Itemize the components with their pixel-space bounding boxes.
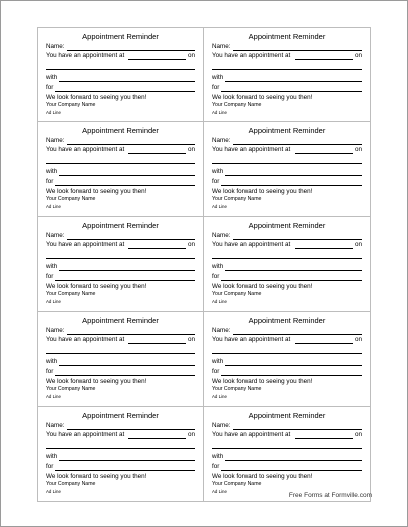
card-title: Appointment Reminder (248, 126, 326, 135)
with-field[interactable] (59, 359, 195, 366)
closing-text: We look forward to seeing you then! (212, 473, 313, 480)
name-field[interactable] (67, 138, 195, 145)
for-field[interactable] (221, 179, 362, 186)
time-field[interactable] (128, 337, 186, 344)
time-field[interactable] (295, 432, 353, 439)
appointment-row (46, 431, 195, 439)
with-label: with (212, 358, 224, 365)
ad-line: Ad Line (46, 394, 61, 399)
appointment-row (46, 336, 195, 344)
date-row (46, 62, 195, 70)
for-field[interactable] (221, 464, 362, 471)
reminder-card (37, 27, 204, 122)
date-row (212, 441, 362, 449)
reminder-card (37, 407, 204, 502)
for-label: for (212, 273, 220, 280)
name-label: Name: (46, 137, 65, 144)
with-row (212, 168, 362, 176)
time-field[interactable] (295, 53, 353, 60)
name-row (46, 137, 195, 145)
with-field[interactable] (225, 359, 362, 366)
for-row (212, 368, 362, 376)
name-row (46, 327, 195, 335)
for-label: for (46, 84, 54, 91)
for-label: for (212, 463, 220, 470)
with-field[interactable] (225, 264, 362, 271)
for-field[interactable] (55, 274, 195, 281)
appointment-label: You have an appointment at (212, 146, 291, 153)
on-label: on (187, 336, 195, 343)
with-row (212, 453, 362, 461)
for-field[interactable] (221, 85, 362, 92)
time-field[interactable] (128, 432, 186, 439)
on-label: on (187, 52, 195, 59)
name-label: Name: (46, 327, 65, 334)
date-row (46, 156, 195, 164)
closing-text: We look forward to seeing you then! (212, 283, 313, 290)
closing-text: We look forward to seeing you then! (46, 378, 147, 385)
time-field[interactable] (128, 147, 186, 154)
for-label: for (212, 84, 220, 91)
with-row (212, 263, 362, 271)
closing-text: We look forward to seeing you then! (46, 473, 147, 480)
appointment-label: You have an appointment at (212, 336, 291, 343)
card-title: Appointment Reminder (82, 411, 159, 420)
appointment-label: You have an appointment at (46, 336, 125, 343)
date-field[interactable] (212, 252, 362, 259)
reminder-card (204, 312, 371, 407)
with-field[interactable] (225, 75, 362, 82)
date-row (46, 346, 195, 354)
closing-text: We look forward to seeing you then! (212, 188, 313, 195)
ad-line: Ad Line (212, 489, 227, 494)
time-field[interactable] (295, 337, 353, 344)
date-row (212, 156, 362, 164)
company-name: Your Company Name (46, 196, 96, 202)
ad-line: Ad Line (46, 489, 61, 494)
name-label: Name: (212, 137, 231, 144)
name-field[interactable] (67, 423, 195, 430)
ad-line: Ad Line (46, 110, 61, 115)
date-field[interactable] (212, 157, 362, 164)
appointment-label: You have an appointment at (46, 431, 125, 438)
card-title: Appointment Reminder (82, 316, 159, 325)
time-field[interactable] (295, 147, 353, 154)
date-row (46, 251, 195, 259)
name-label: Name: (46, 43, 65, 50)
appointment-row (212, 146, 362, 154)
card-title: Appointment Reminder (248, 316, 326, 325)
on-label: on (354, 336, 362, 343)
with-label: with (46, 168, 58, 175)
time-field[interactable] (128, 53, 186, 60)
date-field[interactable] (46, 347, 195, 354)
for-label: for (46, 463, 54, 470)
on-label: on (187, 431, 195, 438)
name-field[interactable] (233, 233, 362, 240)
ad-line: Ad Line (212, 110, 227, 115)
ad-line: Ad Line (46, 204, 61, 209)
appointment-row (46, 52, 195, 60)
with-row (46, 168, 195, 176)
name-field[interactable] (233, 138, 362, 145)
name-row (212, 327, 362, 335)
for-label: for (46, 368, 54, 375)
name-row (46, 43, 195, 51)
ad-line: Ad Line (46, 299, 61, 304)
for-label: for (46, 273, 54, 280)
with-row (212, 358, 362, 366)
appointment-row (212, 336, 362, 344)
name-field[interactable] (233, 423, 362, 430)
name-label: Name: (212, 422, 231, 429)
with-label: with (46, 74, 58, 81)
name-label: Name: (46, 422, 65, 429)
ad-line: Ad Line (212, 204, 227, 209)
appointment-row (212, 52, 362, 60)
for-field[interactable] (55, 464, 195, 471)
for-field[interactable] (221, 369, 362, 376)
company-name: Your Company Name (212, 386, 262, 392)
for-field[interactable] (221, 274, 362, 281)
reminder-card (204, 407, 371, 502)
date-row (212, 62, 362, 70)
name-row (212, 43, 362, 51)
closing-text: We look forward to seeing you then! (212, 378, 313, 385)
card-title: Appointment Reminder (82, 32, 159, 41)
card-title: Appointment Reminder (82, 126, 159, 135)
for-row (212, 463, 362, 471)
appointment-row (46, 146, 195, 154)
appointment-label: You have an appointment at (46, 146, 125, 153)
reminder-card (204, 27, 371, 122)
name-field[interactable] (67, 44, 195, 51)
company-name: Your Company Name (212, 196, 262, 202)
appointment-row (212, 431, 362, 439)
on-label: on (187, 241, 195, 248)
reminder-card (37, 312, 204, 407)
date-row (212, 251, 362, 259)
company-name: Your Company Name (46, 386, 96, 392)
with-field[interactable] (59, 75, 195, 82)
date-field[interactable] (212, 347, 362, 354)
card-title: Appointment Reminder (248, 411, 326, 420)
name-field[interactable] (67, 328, 195, 335)
date-row (46, 441, 195, 449)
with-label: with (212, 168, 224, 175)
with-row (46, 358, 195, 366)
name-row (46, 232, 195, 240)
name-row (212, 232, 362, 240)
footer-credit: Free Forms at Formville.com (288, 492, 372, 499)
appointment-label: You have an appointment at (212, 431, 291, 438)
for-label: for (46, 178, 54, 185)
name-label: Name: (212, 232, 231, 239)
for-row (212, 178, 362, 186)
reminder-card (204, 122, 371, 217)
for-field[interactable] (55, 179, 195, 186)
name-row (46, 422, 195, 430)
for-field[interactable] (55, 369, 195, 376)
appointment-row (46, 241, 195, 249)
with-label: with (212, 263, 224, 270)
closing-text: We look forward to seeing you then! (46, 283, 147, 290)
appointment-label: You have an appointment at (46, 52, 125, 59)
company-name: Your Company Name (46, 291, 96, 297)
on-label: on (354, 241, 362, 248)
on-label: on (187, 146, 195, 153)
for-row (46, 463, 195, 471)
with-row (212, 74, 362, 82)
name-row (212, 422, 362, 430)
company-name: Your Company Name (212, 291, 262, 297)
with-row (46, 453, 195, 461)
ad-line: Ad Line (212, 299, 227, 304)
on-label: on (354, 52, 362, 59)
reminder-card-grid (37, 27, 371, 502)
appointment-label: You have an appointment at (212, 52, 291, 59)
card-title: Appointment Reminder (248, 221, 326, 230)
date-field[interactable] (46, 63, 195, 70)
with-row (46, 74, 195, 82)
with-field[interactable] (59, 454, 195, 461)
card-title: Appointment Reminder (248, 32, 326, 41)
reminder-card (37, 122, 204, 217)
ad-line: Ad Line (212, 394, 227, 399)
with-field[interactable] (59, 169, 195, 176)
appointment-label: You have an appointment at (46, 241, 125, 248)
closing-text: We look forward to seeing you then! (212, 94, 313, 101)
appointment-label: You have an appointment at (212, 241, 291, 248)
with-label: with (46, 263, 58, 270)
company-name: Your Company Name (212, 102, 262, 108)
card-title: Appointment Reminder (82, 221, 159, 230)
with-row (46, 263, 195, 271)
for-row (46, 273, 195, 281)
for-row (46, 368, 195, 376)
name-field[interactable] (67, 233, 195, 240)
date-field[interactable] (46, 252, 195, 259)
for-row (212, 84, 362, 92)
date-field[interactable] (46, 157, 195, 164)
for-label: for (212, 368, 220, 375)
with-label: with (46, 358, 58, 365)
company-name: Your Company Name (212, 481, 262, 487)
closing-text: We look forward to seeing you then! (46, 94, 147, 101)
name-field[interactable] (233, 44, 362, 51)
with-label: with (212, 453, 224, 460)
reminder-card (204, 217, 371, 312)
company-name: Your Company Name (46, 102, 96, 108)
with-label: with (212, 74, 224, 81)
name-label: Name: (212, 43, 231, 50)
closing-text: We look forward to seeing you then! (46, 188, 147, 195)
name-label: Name: (46, 232, 65, 239)
date-field[interactable] (212, 442, 362, 449)
date-field[interactable] (212, 63, 362, 70)
on-label: on (354, 431, 362, 438)
on-label: on (354, 146, 362, 153)
for-field[interactable] (55, 85, 195, 92)
for-row (46, 178, 195, 186)
time-field[interactable] (295, 242, 353, 249)
time-field[interactable] (128, 242, 186, 249)
for-label: for (212, 178, 220, 185)
for-row (46, 84, 195, 92)
company-name: Your Company Name (46, 481, 96, 487)
with-field[interactable] (225, 454, 362, 461)
date-field[interactable] (46, 442, 195, 449)
name-field[interactable] (233, 328, 362, 335)
for-row (212, 273, 362, 281)
name-label: Name: (212, 327, 231, 334)
with-field[interactable] (225, 169, 362, 176)
appointment-row (212, 241, 362, 249)
with-label: with (46, 453, 58, 460)
with-field[interactable] (59, 264, 195, 271)
date-row (212, 346, 362, 354)
reminder-card (37, 217, 204, 312)
name-row (212, 137, 362, 145)
